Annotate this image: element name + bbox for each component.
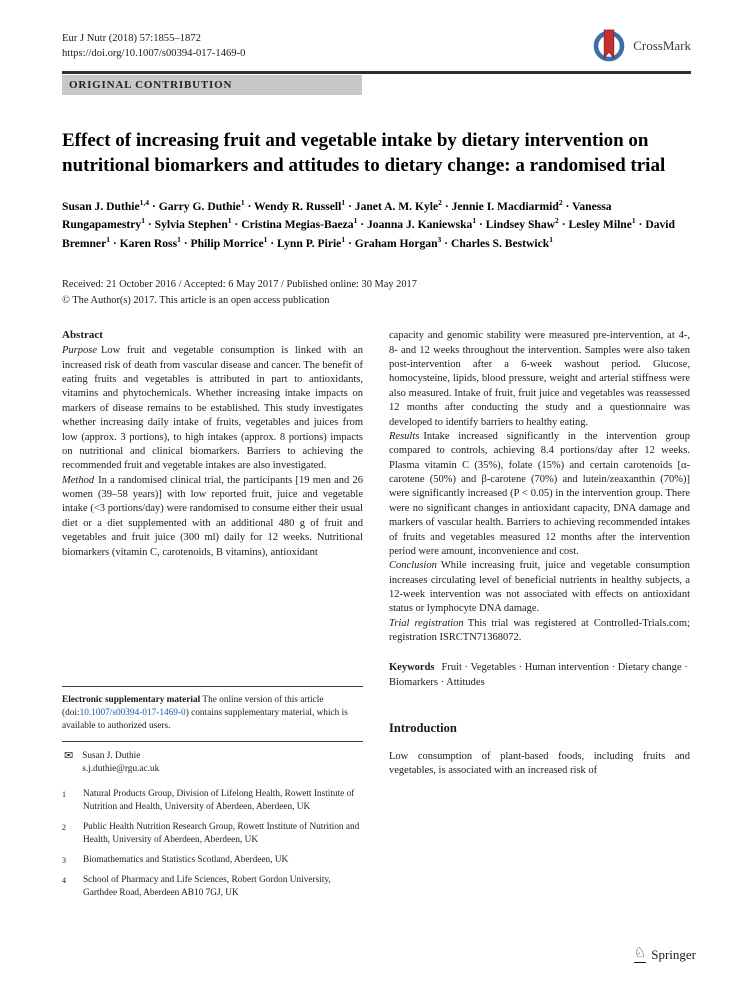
affiliation-text: Biomathematics and Statistics Scotland, Aberdeen, UK xyxy=(83,855,289,866)
keywords-label: Keywords xyxy=(389,661,435,673)
article-history: Received: 21 October 2016 / Accepted: 6 May 2017 / Published online: 30 May 2017 xyxy=(62,279,417,291)
author-affiliation-sup: 1 xyxy=(141,216,145,226)
correspondence-details xyxy=(82,750,159,776)
journal-meta xyxy=(62,31,245,62)
author-affiliation-sup: 1 xyxy=(240,197,245,207)
affiliation-list xyxy=(62,788,363,900)
author-affiliation-sup: 1 xyxy=(106,235,110,245)
author-separator: · xyxy=(562,199,573,213)
article-title: Effect of increasing fruit and vegetable intake by dietary intervention on nutritional biomarkers and attitudes to dietary change: a randomised trial xyxy=(62,129,666,176)
author-name: Lesley Milne$^1$ · xyxy=(568,216,646,232)
author-separator: · xyxy=(109,237,120,251)
paragraph-label: Results xyxy=(389,430,420,442)
crossmark-icon xyxy=(591,26,627,66)
supplementary-doi-link[interactable]: 10.1007/s00394-017-1469-0 xyxy=(79,708,186,719)
abstract-paragraph: Trial registration This trial was registered at Controlled-Trials.com; registration ISRCTN71368072. xyxy=(389,617,690,644)
author-separator: · xyxy=(441,237,451,251)
paragraph-label: Trial registration xyxy=(389,617,464,629)
author-affiliation-sup: 1 xyxy=(353,216,358,226)
keywords-line xyxy=(389,660,690,692)
author-affiliation-sup: 1 xyxy=(549,235,553,245)
author-separator: · xyxy=(635,218,646,232)
article-type-banner: ORIGINAL CONTRIBUTION xyxy=(62,75,362,95)
author-affiliation-sup: 2 xyxy=(438,197,442,207)
springer-logo xyxy=(634,947,696,963)
author-separator: · xyxy=(345,237,355,251)
author-name: Janet A. M. Kyle$^2$ · xyxy=(354,197,452,213)
affiliation-item xyxy=(62,854,363,867)
author-list xyxy=(62,197,691,253)
left-column xyxy=(62,329,363,907)
author-separator: · xyxy=(476,218,486,232)
author-name: Jennie I. Macdiarmid$^2$ · xyxy=(451,197,573,213)
author-separator: · xyxy=(345,199,355,213)
author-name: Sylvia Stephen$^1$ · xyxy=(154,216,242,232)
affiliation-number: 1 xyxy=(62,790,66,800)
supplementary-post-text: ) contains supplementary material, which is available to authorized users. xyxy=(62,708,348,732)
abstract-paragraph: Purpose Low fruit and vegetable consumption is linked with an increased risk of death from vascular disease and cancer. The benefit of eating fruits and vegetables is attributed in part to antioxidants, vitamins and phytochemicals. Whether increasing intake impacts on markers of disease remains to be established. This study investigates whether increasing daily intake of fruits, vegetables and juices from low (approx. 3 portions), to high intakes (approx. 8 portions) impacts on nutritional and clinical biomarkers. Barriers to achieving the recommended fruit and vegetable intakes are also investigated. xyxy=(62,345,363,472)
author-separator: · xyxy=(558,218,569,232)
author-separator: · xyxy=(267,237,278,251)
author-name: Philip Morrice$^1$ · xyxy=(190,235,278,251)
author-affiliation-sup: 3 xyxy=(437,235,442,245)
right-column xyxy=(389,329,690,907)
springer-label: Springer xyxy=(651,947,696,962)
supplementary-label: Electronic supplementary material xyxy=(62,695,201,706)
introduction-heading: Introduction xyxy=(389,721,457,736)
author-name: Lindsey Shaw$^2$ · xyxy=(485,216,569,232)
author-affiliation-sup: 1 xyxy=(631,216,636,226)
author-separator: · xyxy=(244,199,255,213)
abstract-paragraph: capacity and genomic stability were measured pre-intervention, at 4-, 8- and 12 weeks throughout the intervention. Samples were also taken post-intervention after a 6-week washout period. Glucose, homocysteine, lipids, blood pressure, weight and arterial stiffness were also measured. Intake of fruit, fruit juice and vegetables was reassessed 12 months after conducting the study and a questionnaire was developed to identify barriers to healthy eating. xyxy=(389,330,690,428)
author-separator: · xyxy=(231,218,242,232)
affiliation-number: 4 xyxy=(62,876,66,886)
author-affiliation-sup: 1 xyxy=(227,216,232,226)
copyright-line: © The Author(s) 2017. This article is an open access publication xyxy=(62,294,330,306)
correspondence-block xyxy=(62,741,363,782)
footnote-block xyxy=(62,686,363,907)
author-affiliation-sup: 2 xyxy=(555,216,559,226)
author-affiliation-sup: 2 xyxy=(558,197,563,207)
author-separator: · xyxy=(357,218,367,232)
author-separator: · xyxy=(180,237,191,251)
crossmark-label: CrossMark xyxy=(633,38,691,53)
author-name: Charles S. Bestwick$^1$ xyxy=(450,235,553,251)
author-name: Garry G. Duthie$^1$ · xyxy=(158,197,255,213)
abstract-heading: Abstract xyxy=(62,329,103,342)
abstract-paragraph: Results Intake increased significantly in the intervention group compared to controls, achieving 8.4 portions/day after 12 weeks. Plasma vitamin C (35%), folate (15%) and certain carotenoids [α-carotene (50%) and β-carotene (70%) and lutein/zeaxanthin (70%)] were significantly increased (P < 0.05) in the intervention group. There were no significant changes in antioxidant capacity, DNA damage and markers of vascular health. Barriers to achieving recommended intakes of fruits and vegetables measured 12 months after the intervention period were amount, inconvenience and cost. xyxy=(389,430,690,557)
author-name: Vanessa Rungapamestry$^1$ · xyxy=(62,199,612,232)
abstract-section xyxy=(62,329,363,560)
author-affiliation-sup: 1 xyxy=(177,235,181,245)
envelope-icon: ✉ xyxy=(64,750,74,763)
introduction-paragraph: Low consumption of plant-based foods, including fruits and vegetables, is associated with an increased risk of xyxy=(389,751,690,777)
author-affiliation-sup: 1 xyxy=(341,197,346,207)
paragraph-label: Purpose xyxy=(62,345,97,357)
supplementary-pre-text: The online version of this article (doi: xyxy=(62,695,324,719)
affiliation-text: Public Health Nutrition Research Group, Rowett Institute of Nutrition and Health, University of Aberdeen, Aberdeen, UK xyxy=(83,822,360,846)
affiliation-text: School of Pharmacy and Life Sciences, Robert Gordon University, Garthdee Road, Aberdeen AB10 7GJ, UK xyxy=(83,875,331,899)
author-name: David Bremner$^1$ · xyxy=(62,218,675,251)
supplementary-note xyxy=(62,686,363,741)
article-history-block xyxy=(62,277,691,308)
affiliation-item xyxy=(62,874,363,900)
author-affiliation-sup: 1,4 xyxy=(139,197,150,207)
author-name: Karen Ross$^1$ · xyxy=(119,235,191,251)
page-header xyxy=(62,0,691,66)
paragraph-label: Method xyxy=(62,474,95,486)
author-name: Joanna J. Kaniewska$^1$ · xyxy=(367,216,486,232)
author-separator: · xyxy=(149,199,159,213)
abstract-right-paragraphs xyxy=(389,329,690,645)
author-name: Lynn P. Pirie$^1$ · xyxy=(277,235,355,251)
author-name: Cristina Megias-Baeza$^1$ · xyxy=(241,216,367,232)
paragraph-label: Conclusion xyxy=(389,560,437,572)
author-affiliation-sup: 1 xyxy=(341,235,346,245)
author-name: Graham Horgan$^3$ · xyxy=(354,235,451,251)
abstract-paragraph: Method In a randomised clinical trial, the participants [19 men and 26 women (39–58 years)] with low reported fruit, juice and vegetable intake (<3 portions/day) were randomised to consume either their usual diet or a diet supplemented with an additional 480 g of fruit and vegetables and fruit juice (300 ml) daily for 12 weeks. Nutritional biomarkers (vitamin C, carotenoids, B vitamins), antioxidant xyxy=(62,474,363,558)
abstract-left-paragraphs xyxy=(62,344,363,560)
affiliation-number: 3 xyxy=(62,856,66,866)
corresponding-author: Susan J. Duthie xyxy=(82,751,141,762)
author-separator: · xyxy=(144,218,155,232)
affiliation-item xyxy=(62,821,363,847)
author-affiliation-sup: 1 xyxy=(472,216,477,226)
crossmark-badge[interactable] xyxy=(591,26,691,66)
author-affiliation-sup: 1 xyxy=(263,235,268,245)
author-name: Wendy R. Russell$^1$ · xyxy=(254,197,355,213)
corresponding-email[interactable]: s.j.duthie@rgu.ac.uk xyxy=(82,764,160,775)
two-column-body xyxy=(62,329,691,907)
author-separator: · xyxy=(441,199,452,213)
abstract-paragraph: Conclusion While increasing fruit, juice and vegetable consumption increases circulating level of beneficial nutrients in healthy subjects, a 12-week intervention was not associated with effects on antioxidant status or lymphocyte DNA damage. xyxy=(389,560,690,615)
affiliation-text: Natural Products Group, Division of Lifelong Health, Rowett Institute of Nutrition and Health, University of Aberdeen, Aberdeen, UK xyxy=(83,789,355,813)
keywords-text: Fruit · Vegetables · Human intervention · Dietary change · Biomarkers · Attitudes xyxy=(389,661,688,689)
springer-horse-icon: ♘ xyxy=(633,946,647,962)
affiliation-number: 2 xyxy=(62,823,66,833)
journal-citation: Eur J Nutr (2018) 57:1855–1872 xyxy=(62,33,201,44)
author-name: Susan J. Duthie$^{1,4}$ · xyxy=(62,197,159,213)
journal-doi-link[interactable]: https://doi.org/10.1007/s00394-017-1469-0 xyxy=(62,48,246,60)
header-rule xyxy=(62,71,691,74)
affiliation-item xyxy=(62,788,363,814)
